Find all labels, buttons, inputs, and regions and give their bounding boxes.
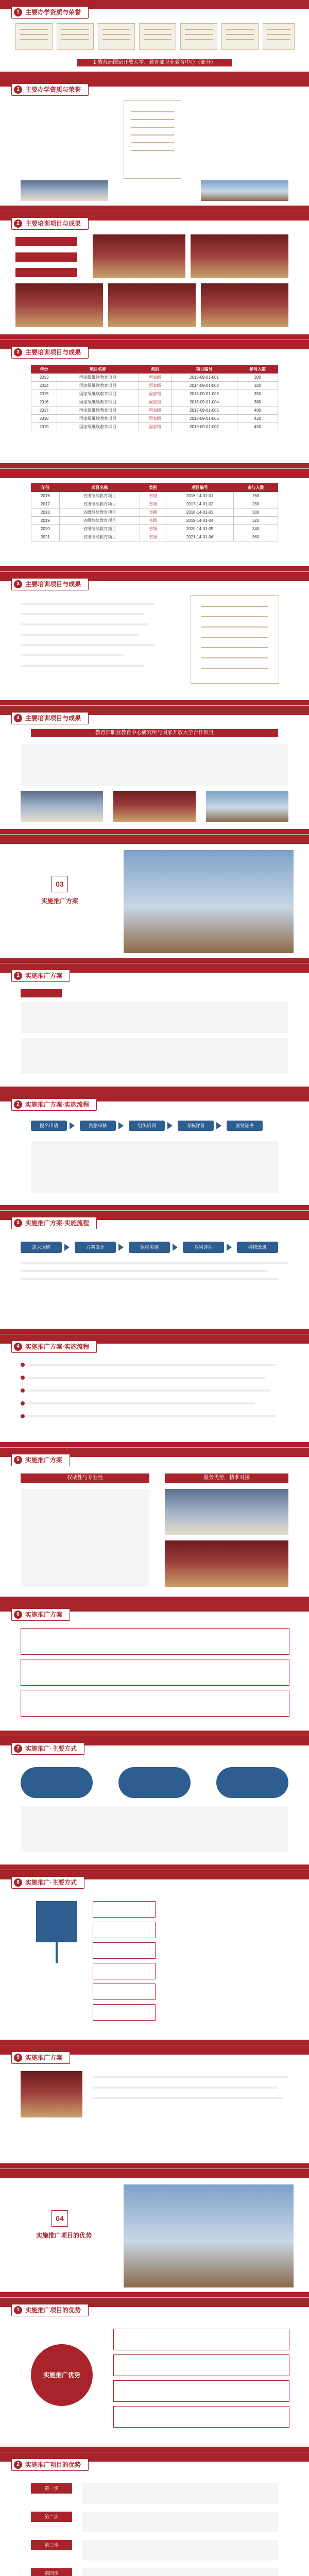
flow-arrow bbox=[227, 1244, 232, 1251]
section-number: 04 bbox=[52, 2210, 68, 2227]
diagram-node bbox=[93, 1963, 156, 1979]
text-line bbox=[21, 1270, 268, 1272]
bottom-band bbox=[0, 2040, 309, 2045]
section-title: 1 实施推广方案 bbox=[11, 970, 70, 982]
text-line bbox=[93, 2097, 283, 2099]
section-title: 7 实施推广·主要方式 bbox=[11, 1742, 84, 1755]
bullet-icon bbox=[21, 1376, 25, 1380]
section-heading: 实施推广项目的优势 bbox=[36, 2232, 92, 2239]
text-line bbox=[21, 644, 154, 646]
section-title: 2 实施推广方案·实施流程 bbox=[11, 1098, 97, 1111]
slide-advantages-circle bbox=[0, 2298, 309, 2452]
flow-step: 持续改进 bbox=[237, 1242, 278, 1253]
bottom-band bbox=[0, 1329, 309, 1334]
bottom-band bbox=[0, 1865, 309, 1870]
caption-bar: 1 教育部国家开放大学、教育部职业教育中心（部分） bbox=[77, 59, 232, 66]
section-title: 4 主要培训项目与成果 bbox=[11, 712, 89, 724]
slide-plan-details bbox=[0, 1602, 309, 1736]
flow-arrow bbox=[167, 1122, 173, 1129]
text-line bbox=[93, 2087, 278, 2089]
table-row: 2019 省级继续教育项目 省级 2019-14-01-04 320 bbox=[31, 517, 278, 525]
slide-cooperation bbox=[0, 706, 309, 835]
step-text bbox=[82, 2483, 278, 2504]
slide-training-photos bbox=[0, 211, 309, 340]
training-photo bbox=[15, 283, 103, 327]
flow-step: 方案设计 bbox=[75, 1242, 116, 1253]
flow-step: 组织培训 bbox=[129, 1121, 165, 1131]
bottom-band bbox=[0, 463, 309, 468]
column-title: 服务优势，精准对接 bbox=[165, 1473, 288, 1483]
bottom-band bbox=[0, 700, 309, 705]
slide-table-provincial bbox=[0, 469, 309, 572]
bullet-icon bbox=[21, 1401, 25, 1405]
certificate-document bbox=[124, 100, 181, 179]
flow-arrow bbox=[118, 1244, 124, 1251]
flow-step: 资格审核 bbox=[80, 1121, 116, 1131]
table-header: 项目编号 bbox=[171, 365, 237, 374]
bottom-band bbox=[0, 2447, 309, 2452]
certificate-image bbox=[263, 23, 295, 50]
text-line bbox=[28, 1377, 265, 1379]
training-photo bbox=[201, 283, 288, 327]
diagram-node bbox=[93, 1901, 156, 1918]
label-box bbox=[15, 268, 77, 277]
section-title: 1 主要办学资质与荣誉 bbox=[11, 83, 89, 96]
table-header: 项目名称 bbox=[57, 365, 139, 374]
section-title: 2 主要培训项目与成果 bbox=[11, 217, 89, 230]
bottom-band bbox=[0, 334, 309, 340]
photo bbox=[206, 791, 288, 822]
top-band bbox=[0, 469, 309, 478]
certificate-image bbox=[15, 23, 53, 50]
diagram-node bbox=[93, 1942, 156, 1959]
flow-step: 考核评价 bbox=[178, 1121, 214, 1131]
section-title: 3 实施推广方案·实施流程 bbox=[11, 1217, 97, 1229]
table-row: 2021 省级继续教育项目 省级 2021-14-01-06 360 bbox=[31, 533, 278, 541]
photo bbox=[21, 2071, 82, 2117]
slide-certificate-detail bbox=[0, 77, 309, 211]
text-line bbox=[28, 1389, 270, 1392]
advantages-center: 实施推广优势 bbox=[31, 2344, 93, 2406]
flow-step: 课程实施 bbox=[129, 1242, 170, 1253]
method-bubble bbox=[216, 1767, 288, 1798]
certificate-image bbox=[57, 23, 94, 50]
table-header: 项目编号 bbox=[166, 484, 233, 492]
flow-arrow bbox=[216, 1122, 221, 1129]
advantage-item bbox=[113, 2380, 289, 2402]
training-photo bbox=[191, 234, 288, 278]
flow-arrow bbox=[118, 1122, 124, 1129]
text-line bbox=[28, 1402, 255, 1404]
step-text bbox=[82, 2568, 278, 2576]
photo bbox=[165, 1540, 288, 1587]
section-title: 1 主要办学资质与荣誉 bbox=[11, 6, 89, 19]
advantage-item bbox=[113, 2329, 289, 2350]
text-block bbox=[21, 744, 288, 786]
slide-divider-03 bbox=[0, 835, 309, 963]
slide-flow-notes bbox=[0, 1334, 309, 1448]
bottom-band bbox=[0, 1731, 309, 1736]
photo bbox=[21, 791, 103, 822]
slide-flow-2 bbox=[0, 1211, 309, 1334]
slide-plan-intro bbox=[0, 963, 309, 1092]
text-line bbox=[21, 623, 149, 625]
bottom-band bbox=[0, 1442, 309, 1447]
section-title: 3 主要培训项目与成果 bbox=[11, 578, 89, 590]
text-block bbox=[21, 1806, 288, 1852]
table-row: 2015 国家级继续教育项目 国家级 2015-09-01-003 350 bbox=[31, 390, 278, 398]
section-title: 5 实施推广方案 bbox=[11, 1454, 70, 1466]
slide-flow-1 bbox=[0, 1092, 309, 1211]
diagram-node bbox=[93, 1922, 156, 1938]
table-row: 2017 国家级继续教育项目 国家级 2017-09-01-005 400 bbox=[31, 406, 278, 415]
training-photo bbox=[108, 283, 196, 327]
label-box bbox=[15, 252, 77, 262]
bottom-band bbox=[0, 829, 309, 834]
bullet-icon bbox=[21, 1414, 25, 1418]
flow-step: 颁发证书 bbox=[227, 1121, 263, 1131]
info-box bbox=[21, 1659, 289, 1686]
flow-arrow bbox=[64, 1244, 70, 1251]
method-bubble bbox=[21, 1767, 93, 1798]
banner: 教育部职业教育中心研究所与国家开放大学合作项目 bbox=[31, 729, 278, 737]
table-header: 参与人数 bbox=[237, 365, 278, 374]
step-label: 第四步 bbox=[31, 2568, 72, 2576]
photo bbox=[165, 1489, 288, 1535]
training-photo bbox=[93, 234, 185, 278]
certificate-image bbox=[98, 23, 135, 50]
table-row: 2014 国家级继续教育项目 国家级 2014-09-01-002 320 bbox=[31, 382, 278, 390]
section-title: 6 实施推广方案 bbox=[11, 1608, 70, 1621]
diagram-node bbox=[93, 2004, 156, 2021]
bottom-band bbox=[0, 1597, 309, 1602]
bottom-band bbox=[0, 72, 309, 77]
bottom-band bbox=[0, 958, 309, 963]
table-row: 2019 国家级继续教育项目 国家级 2019-09-01-007 450 bbox=[31, 423, 278, 431]
flow-step: 效果评估 bbox=[183, 1242, 224, 1253]
step-text bbox=[82, 2540, 278, 2561]
method-bubble bbox=[118, 1767, 191, 1798]
slide-method-diagram bbox=[0, 1870, 309, 2045]
table-row: 2018 国家级继续教育项目 国家级 2018-09-01-006 420 bbox=[31, 415, 278, 423]
table-row: 2020 省级继续教育项目 省级 2020-14-01-05 340 bbox=[31, 525, 278, 533]
text-block bbox=[21, 1038, 288, 1074]
slide-advantages-steps bbox=[0, 2452, 309, 2576]
table-row: 2016 省级继续教育项目 省级 2016-14-01-01 260 bbox=[31, 492, 278, 500]
table-row: 2016 国家级继续教育项目 国家级 2016-09-01-004 380 bbox=[31, 398, 278, 406]
photo bbox=[113, 791, 196, 822]
section-title: 1 实施推广项目的优势 bbox=[11, 2304, 89, 2316]
text-line bbox=[21, 634, 139, 636]
section-heading: 实施推广方案 bbox=[41, 897, 79, 905]
advantage-item bbox=[113, 2354, 289, 2376]
section-title: 4 实施推广方案·实施流程 bbox=[11, 1341, 97, 1353]
table-header: 项目名称 bbox=[59, 484, 140, 492]
table-header: 参与人数 bbox=[234, 484, 278, 492]
top-band bbox=[0, 835, 309, 844]
bottom-band bbox=[0, 1205, 309, 1210]
building-photo bbox=[124, 2184, 294, 2287]
table-header: 类别 bbox=[139, 365, 171, 374]
certificate-image bbox=[139, 23, 176, 50]
slide-qualifications bbox=[0, 0, 309, 77]
text-line bbox=[28, 1415, 276, 1417]
flow-step: 需求调研 bbox=[21, 1242, 62, 1253]
section-title: 2 实施推广项目的优势 bbox=[11, 2459, 89, 2471]
table-header: 类别 bbox=[140, 484, 166, 492]
table-row: 2013 国家级继续教育项目 国家级 2013-09-01-001 300 bbox=[31, 374, 278, 382]
slide-advantages-columns bbox=[0, 1448, 309, 1602]
certificate-image bbox=[221, 23, 259, 50]
section-title: 3 主要培训项目与成果 bbox=[11, 346, 89, 359]
certificate-image bbox=[180, 23, 217, 50]
slide-divider-04 bbox=[0, 2169, 309, 2298]
slide-document-list bbox=[0, 572, 309, 706]
table-header: 年份 bbox=[31, 365, 57, 374]
diagram-connector bbox=[56, 1942, 58, 1963]
flow-step: 报名申请 bbox=[31, 1121, 67, 1131]
text-line bbox=[21, 654, 124, 656]
slide-methods bbox=[0, 1736, 309, 1870]
slide-table-national bbox=[0, 340, 309, 469]
text-block bbox=[31, 1141, 278, 1193]
text-line bbox=[28, 1364, 276, 1366]
table-row: 2017 省级继续教育项目 省级 2017-14-01-02 280 bbox=[31, 500, 278, 509]
text-block bbox=[21, 1002, 288, 1033]
section-title: 9 实施推广方案 bbox=[11, 2052, 70, 2064]
bottom-band bbox=[0, 1087, 309, 1092]
projects-table bbox=[31, 365, 278, 431]
text-line bbox=[21, 665, 144, 667]
column-title: 权威性与专业性 bbox=[21, 1473, 149, 1483]
diagram-node bbox=[93, 1984, 156, 2000]
section-title: 8 实施推广·主要方式 bbox=[11, 1876, 84, 1889]
step-label: 第一步 bbox=[31, 2483, 72, 2494]
table-header: 年份 bbox=[31, 484, 60, 492]
bullet-icon bbox=[21, 1363, 25, 1367]
bottom-band bbox=[0, 206, 309, 211]
section-number: 03 bbox=[52, 876, 68, 892]
projects-table bbox=[31, 483, 278, 541]
info-box bbox=[21, 1628, 289, 1655]
bottom-band bbox=[0, 2292, 309, 2297]
building-photo bbox=[124, 850, 294, 953]
step-text bbox=[82, 2512, 278, 2532]
label-box bbox=[15, 237, 77, 246]
info-box bbox=[21, 1690, 289, 1717]
slide-plan-photos bbox=[0, 2045, 309, 2169]
text-line bbox=[21, 603, 154, 605]
flow-arrow bbox=[70, 1122, 75, 1129]
photo-left bbox=[21, 180, 108, 201]
column-body bbox=[21, 1489, 149, 1587]
bullet-icon bbox=[21, 1388, 25, 1393]
step-label: 第三步 bbox=[31, 2540, 72, 2550]
bottom-band bbox=[0, 566, 309, 571]
photo-right bbox=[201, 180, 288, 201]
text-line bbox=[21, 613, 144, 615]
text-line bbox=[21, 1262, 288, 1264]
bottom-band bbox=[0, 2163, 309, 2168]
text-line bbox=[93, 2076, 288, 2078]
step-label: 第二步 bbox=[31, 2512, 72, 2522]
diagram-node bbox=[36, 1901, 77, 1942]
advantage-item bbox=[113, 2406, 289, 2428]
top-band bbox=[0, 2169, 309, 2178]
label-box bbox=[21, 989, 62, 997]
flow-arrow bbox=[173, 1244, 178, 1251]
text-line bbox=[21, 1278, 278, 1280]
document-image bbox=[191, 595, 279, 684]
table-row: 2018 省级继续教育项目 省级 2018-14-01-03 300 bbox=[31, 509, 278, 517]
